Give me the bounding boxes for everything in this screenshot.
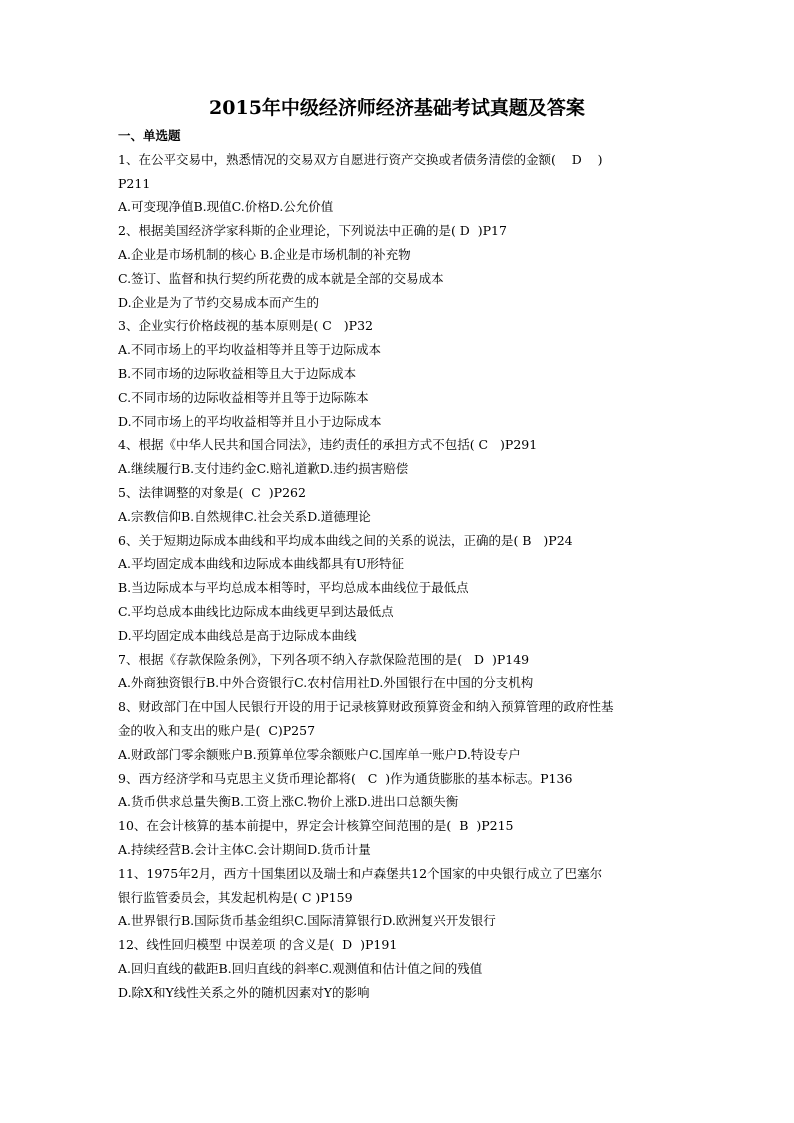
question-3: 3、企业实行价格歧视的基本原则是( C )P32 [118,318,373,334]
question-9-options: A.货币供求总量失衡B.工资上涨C.物价上涨D.进出口总额失衡 [118,794,459,810]
question-3-option-c: C.不同市场的边际收益相等并且等于边际陈本 [118,389,369,405]
question-5-options: A.宗教信仰B.自然规律C.社会关系D.道德理论 [118,508,371,524]
document-body [118,124,678,1004]
question-2-option-c: C.签订、监督和执行契约所花费的成本就是全部的交易成本 [118,270,444,286]
question-6-option-a: A.平均固定成本曲线和边际成本曲线都具有U形特征 [118,556,405,572]
question-2: 2、根据美国经济学家科斯的企业理论，下列说法中正确的是( D )P17 [118,223,507,239]
question-6-option-d: D.平均固定成本曲线总是高于边际成本曲线 [118,627,357,643]
question-12-options-abc: A.回归直线的截距B.回归直线的斜率C.观测值和估计值之间的残值 [118,960,483,976]
question-1: 1、在公平交易中，熟悉情况的交易双方自愿进行资产交换或者债务清偿的金额( D ) [118,151,603,167]
question-6-option-b: B.当边际成本与平均总成本相等时，平均总成本曲线位于最低点 [118,580,469,596]
question-11-cont: 银行监管委员会，其发起机构是( C )P159 [118,889,353,905]
question-8-options: A.财政部门零余额账户B.预算单位零余额账户C.国库单一账户D.特设专户 [118,746,521,762]
question-2-option-d: D.企业是为了节约交易成本而产生的 [118,294,320,310]
question-4: 4、根据《中华人民共和国合同法》，违约责任的承担方式不包括( C )P291 [118,437,538,453]
question-3-option-d: D.不同市场上的平均收益相等并且小于边际成本 [118,413,382,429]
question-8: 8、财政部门在中国人民银行开设的用于记录核算财政预算资金和纳入预算管理的政府性基 [118,699,614,715]
question-10-options: A.持续经营B.会计主体C.会计期间D.货币计量 [118,841,371,857]
question-2-option-ab: A.企业是市场机制的核心 B.企业是市场机制的补充物 [118,246,411,262]
question-1-options: A.可变现净值B.现值C.价格D.公允价值 [118,199,334,215]
question-3-option-b: B.不同市场的边际收益相等且大于边际成本 [118,365,357,381]
question-6-option-c: C.平均总成本曲线比边际成本曲线更早到达最低点 [118,603,394,619]
question-7-options: A.外商独资银行B.中外合资银行C.农村信用社D.外国银行在中国的分支机构 [118,675,534,691]
question-9: 9、西方经济学和马克思主义货币理论都将( C )作为通货膨胀的基本标志。P136 [118,770,573,786]
question-11-options: A.世界银行B.国际货币基金组织C.国际清算银行D.欧洲复兴开发银行 [118,913,496,929]
question-12-option-d: D.除X和Y线性关系之外的随机因素对Y的影响 [118,984,370,1000]
question-7: 7、根据《存款保险条例》，下列各项不纳入存款保险范围的是( D )P149 [118,651,530,667]
question-12: 12、线性回归模型 中误差项 的含义是( D )P191 [118,937,398,953]
question-4-options: A.继续履行B.支付违约金C.赔礼道歉D.违约损害赔偿 [118,461,409,477]
question-3-option-a: A.不同市场上的平均收益相等并且等于边际成本 [118,342,382,358]
question-8-cont: 金的收入和支出的账户是( C)P257 [118,722,316,738]
section-heading: 一、单选题 [118,128,181,143]
question-1-page-ref: P211 [118,175,151,191]
question-5: 5、法律调整的对象是( C )P262 [118,484,306,500]
document-title: 2015年中级经济师经济基础考试真题及答案 [209,97,585,119]
question-6: 6、关于短期边际成本曲线和平均成本曲线之间的关系的说法，正确的是( B )P24 [118,532,573,548]
question-11: 11、1975年2月，西方十国集团以及瑞士和卢森堡共12个国家的中央银行成立了巴塞尔 [118,865,603,881]
question-10: 10、在会计核算的基本前提中，界定会计核算空间范围的是( B )P215 [118,818,514,834]
